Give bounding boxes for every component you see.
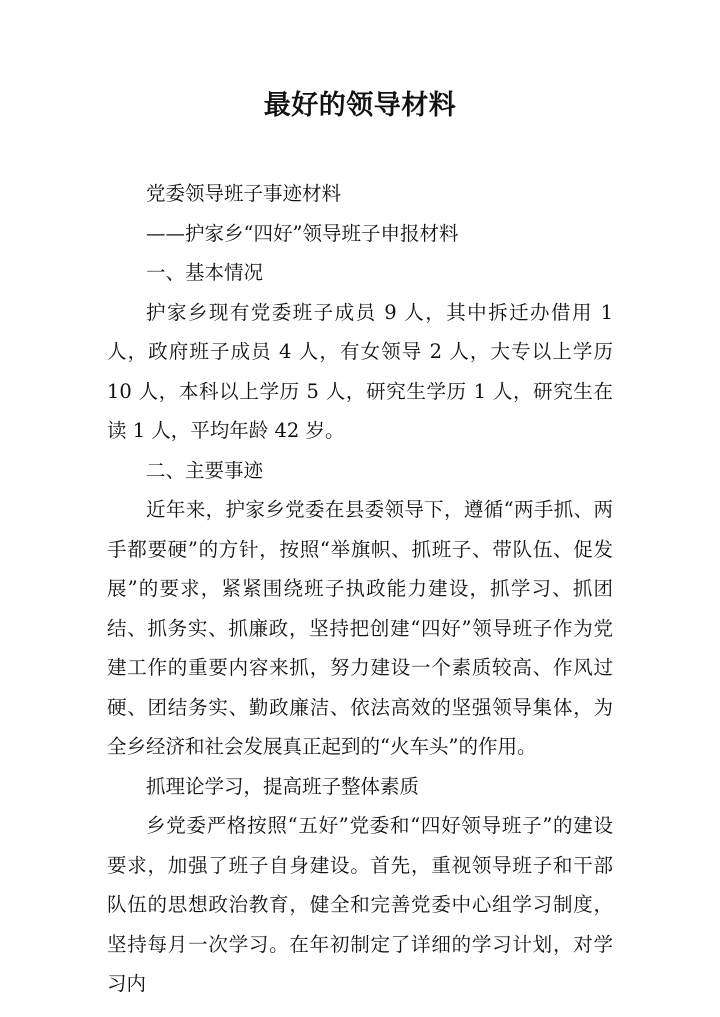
- paragraph-subtitle: 党委领导班子事迹材料: [146, 182, 342, 205]
- paragraph-main-deeds: 近年来，护家乡党委在县委领导下，遵循“两手抓、两手都要硬”的方针，按照“举旗帜、抓班子、带队伍、促发展”的要求，紧紧围绕班子执政能力建设，抓学习、抓团结、抓务实、抓廉政，坚持把创建“四好”领导班子作为党建工作的重要内容来抓，努力建设一个素质较高、作风过硬、团结务实、勤政廉洁、依法高效的坚强领导集体，为全乡经济和社会发展真正起到的“火车头”的作用。: [107, 498, 613, 758]
- section-heading-basic: 一、基本情况: [146, 261, 264, 284]
- paragraph-theory-study: 乡党委严格按照“五好”党委和“四好领导班子”的建设要求，加强了班子自身建设。首先，重视领导班子和干部队伍的思想政治教育，健全和完善党委中心组学习制度，坚持每月一次学习。在年初制定了详细的学习计划，对学习内: [107, 814, 613, 995]
- document-title: 最好的领导材料: [263, 90, 457, 121]
- subheading-theory-study: 抓理论学习，提高班子整体素质: [146, 774, 420, 798]
- paragraph-basic-info: 护家乡现有党委班子成员 9 人，其中拆迁办借用 1 人，政府班子成员 4 人，有女领导 2 人，大专以上学历 10 人，本科以上学历 5 人，研究生学历 1 人，研究生在读 1 人，平均年龄 42 岁。: [107, 300, 613, 442]
- section-heading-main: 二、主要事迹: [146, 458, 264, 482]
- paragraph-subtitle-dash: ——护家乡“四好”领导班子申报材料: [146, 221, 459, 245]
- document-body: [107, 174, 613, 1004]
